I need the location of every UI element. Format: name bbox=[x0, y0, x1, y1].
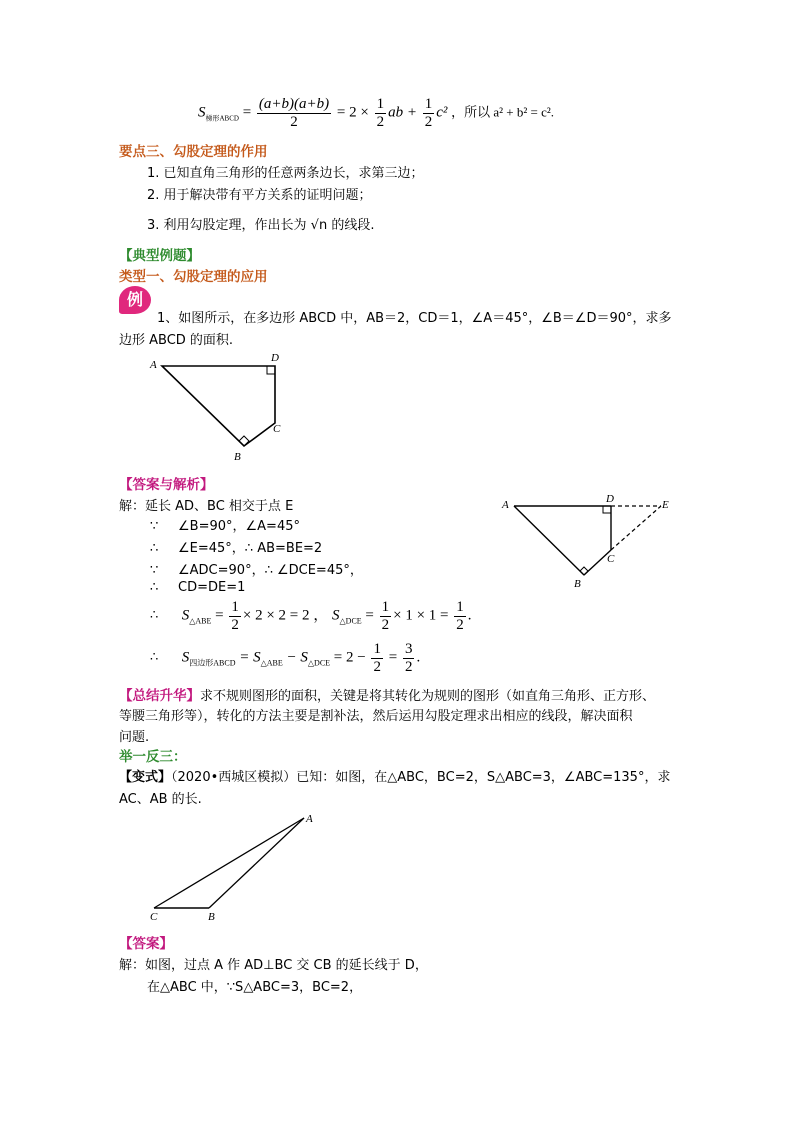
list-item: 1. 已知直角三角形的任意两条边长，求第三边； bbox=[147, 166, 424, 181]
solution-area-quadrilateral: ∴ $S_{四边形ABCD} = S_{\triangle ABE} - S_{\triangle DCE} = 2$ − $\frac{1}{2}$ = $\frac{3}{2}$ . bbox=[150, 641, 421, 675]
label-c: C bbox=[273, 423, 281, 435]
typical-examples-heading: 【典型例题】 bbox=[119, 248, 200, 264]
label-b: B bbox=[208, 911, 215, 923]
example-text-line1: 1、如图所示，在多边形 ABCD 中，AB＝2，CD＝1，∠A＝45°，∠B＝∠D＝90°，求多 bbox=[157, 311, 672, 326]
example-badge bbox=[119, 286, 151, 314]
solution-step: ∵ ∠ADC=90°，∴ ∠DCE=45°， bbox=[150, 563, 363, 578]
summary-line3: 问题. bbox=[119, 730, 150, 745]
answer-line2: 在△ABC 中，∵S△ABC=3，BC=2， bbox=[147, 980, 363, 995]
label-b: B bbox=[574, 578, 581, 590]
list-item: 2. 用于解决带有平方关系的证明问题； bbox=[147, 188, 372, 203]
example-text-line2: 边形 ABCD 的面积. bbox=[119, 333, 234, 348]
dashed-ce bbox=[611, 506, 661, 550]
label-d: D bbox=[271, 352, 279, 364]
figure-quadrilateral-abcd bbox=[140, 348, 300, 466]
solution-area-triangles: ∴ $S_{\triangle ABE}$ = $\frac{1}{2}$ × 2 × 2 = 2 ， $S_{\triangle DCE}$ = $\frac{1}{2}$ × 1 × 1 = $\frac{1}{2}$ . bbox=[150, 599, 472, 633]
summary-line2: 等腰三角形等），转化的方法主要是割补法，然后运用勾股定理求出相应的线段，解决面积 bbox=[119, 709, 633, 724]
list-item: 3. 利用勾股定理，作出长为 √n 的线段. bbox=[147, 218, 375, 233]
label-a: A bbox=[306, 813, 313, 825]
label-a: A bbox=[502, 499, 509, 511]
right-angle-mark-d bbox=[267, 366, 275, 374]
variant-heading: 举一反三： bbox=[119, 749, 187, 765]
label-e: E bbox=[662, 499, 669, 511]
section-heading-pythagorean-uses: 要点三、勾股定理的作用 bbox=[119, 144, 268, 160]
formula-area-trapezoid: $S_{梯形ABCD}$ = $\frac{(a+b)(a+b)}{2}$ = 2 × $\frac{1}{2}$ ab + $\frac{1}{2}$ c² ，所以 a² + b² = c². bbox=[198, 96, 555, 130]
right-angle-mark-b bbox=[580, 567, 588, 575]
answer-heading: 【答案】 bbox=[119, 936, 173, 952]
label-c: C bbox=[607, 553, 615, 565]
example-badge-label: 例 bbox=[126, 290, 143, 309]
figure-extended-triangle bbox=[496, 490, 686, 592]
answer-line1: 解：如图，过点 A 作 AD⊥BC 交 CB 的延长线于 D， bbox=[119, 958, 428, 973]
label-c: C bbox=[150, 911, 158, 923]
solution-step: ∵ ∠B=90°，∠A=45° bbox=[150, 519, 300, 534]
label-d: D bbox=[606, 493, 614, 505]
variant-line2: AC、AB 的长. bbox=[119, 792, 202, 807]
label-a: A bbox=[150, 359, 157, 371]
right-angle-mark-d bbox=[603, 506, 611, 513]
answer-analysis-heading: 【答案与解析】 bbox=[119, 477, 214, 493]
right-angle-mark-b bbox=[239, 436, 249, 446]
segment-ba bbox=[209, 818, 304, 908]
type1-heading: 类型一、勾股定理的应用 bbox=[119, 269, 268, 285]
label-b: B bbox=[234, 451, 241, 463]
solution-step: ∴ ∠E=45°，∴ AB=BE=2 bbox=[150, 541, 323, 556]
summary-line1: 【总结升华】求不规则图形的面积，关键是将其转化为规则的图形（如直角三角形、正方形、 bbox=[119, 688, 656, 704]
summary-heading: 【总结升华】 bbox=[119, 688, 200, 704]
solution-step: ∴ CD=DE=1 bbox=[150, 580, 246, 595]
quadrilateral-shape bbox=[162, 366, 275, 446]
figure-obtuse-triangle bbox=[140, 808, 330, 926]
variant-line1: 【变式】（2020•西城区模拟）已知：如图，在△ABC，BC=2，S△ABC=3，∠ABC=135°，求 bbox=[119, 770, 671, 785]
segment-ca bbox=[154, 818, 304, 908]
solution-intro: 解：延长 AD、BC 相交于点 E bbox=[119, 499, 294, 514]
segment-ab bbox=[514, 506, 584, 575]
